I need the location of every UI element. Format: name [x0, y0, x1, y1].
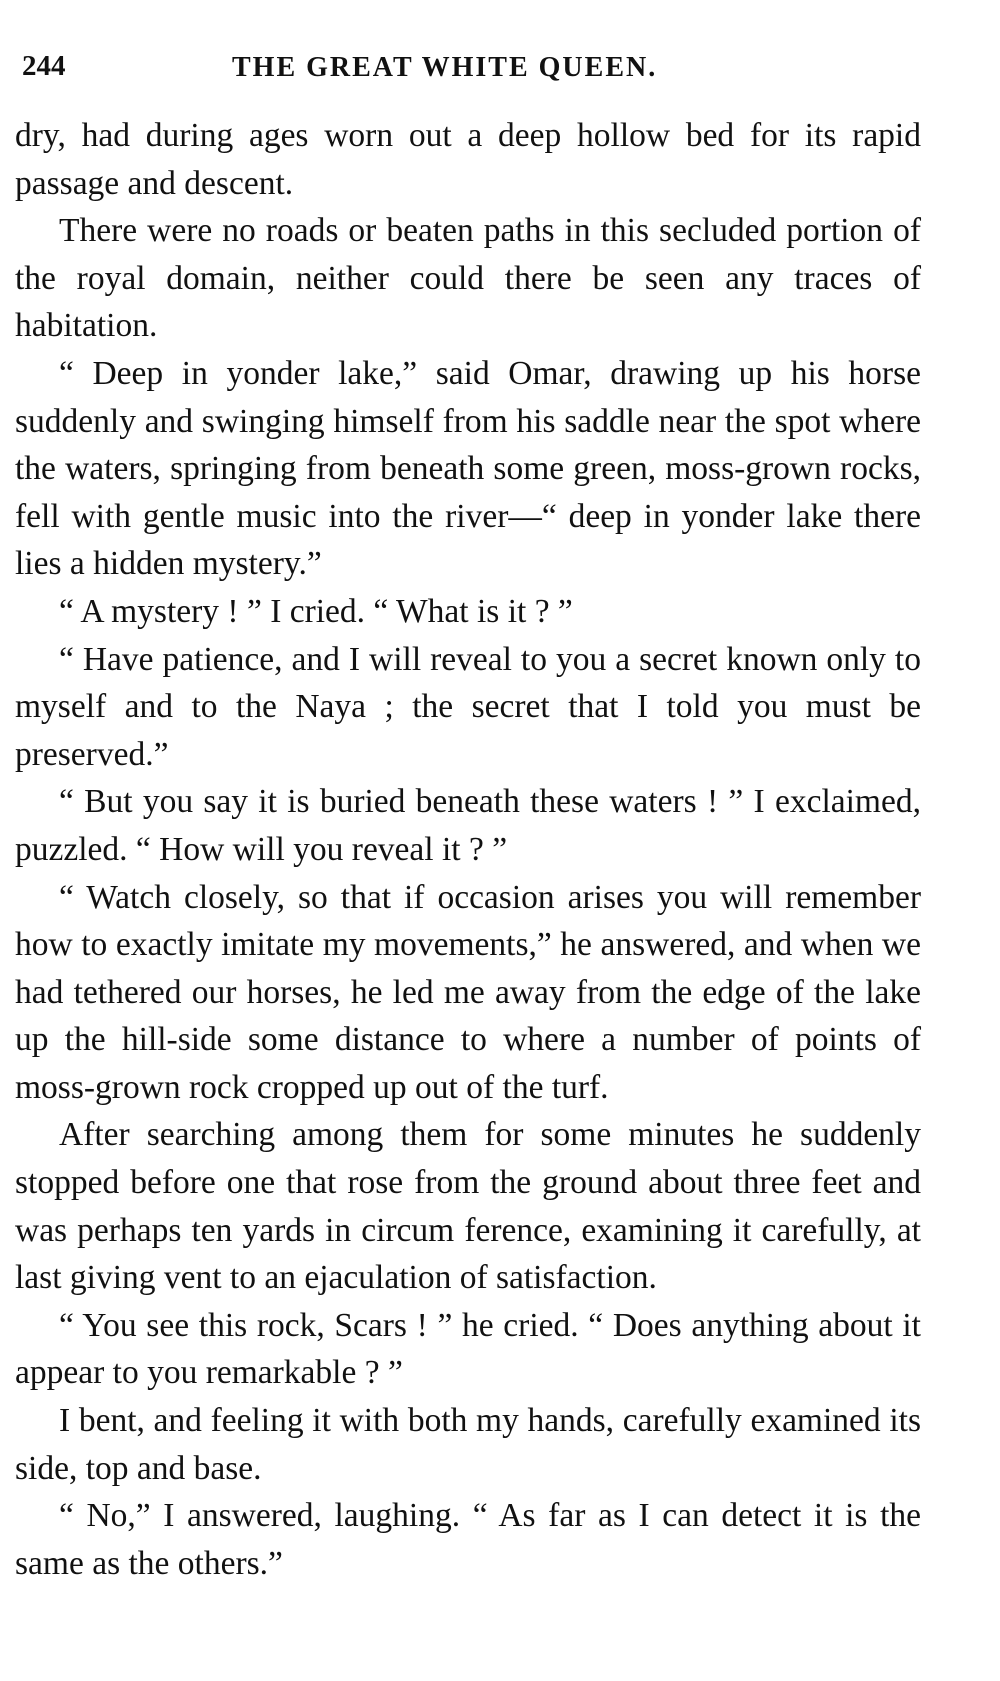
paragraph: “ A mystery ! ” I cried. “ What is it ? ”	[59, 592, 573, 630]
paragraph: “ Have patience, and I will reveal to you a secret known only to myself and to the Naya ; the secret that I told you must be preserved.”	[15, 640, 921, 773]
paragraph: dry, had during ages worn out a deep hollow bed for its rapid passage and descent.	[15, 117, 921, 202]
paragraph: “ Watch closely, so that if occasion arises you will remember how to exactly imitate my movements,” he answered, and when we had tethered our horses, he led me away from the edge of the lake up the hill-side some distance to where a number of points of moss-grown rock cropped up out of the turf.	[15, 878, 921, 1106]
body-text	[15, 112, 921, 1587]
paragraph: “ But you say it is buried beneath these waters ! ” I exclaimed, puzzled. “ How will you reveal it ? ”	[15, 783, 921, 868]
paragraph: “ No,” I answered, laughing. “ As far as I can detect it is the same as the others.”	[15, 1497, 921, 1582]
paragraph: “ You see this rock, Scars ! ” he cried. “ Does anything about it appear to you remarkable ? ”	[15, 1306, 921, 1392]
paragraph: There were no roads or beaten paths in this secluded portion of the royal domain, neither could there be seen any traces of habitation.	[15, 212, 921, 345]
paragraph: I bent, and feeling it with both my hands, carefully examined its side, top and base.	[15, 1402, 921, 1487]
paragraph: “ Deep in yonder lake,” said Omar, drawing up his horse suddenly and swinging himself from his saddle near the spot where the waters, springing from beneath some green, moss-grown rocks, fell with gentle music into the river—“ deep in yonder lake there lies a hidden mystery.”	[15, 354, 921, 583]
running-title: THE GREAT WHITE QUEEN.	[232, 52, 658, 83]
running-header	[22, 50, 922, 94]
paragraph: After searching among them for some minutes he suddenly stopped before one that rose from the ground about three feet and was perhaps ten yards in circum ference, examining it carefully, at last giving vent to an ejaculation of satisfaction.	[15, 1116, 921, 1297]
page-number: 244	[22, 50, 66, 82]
